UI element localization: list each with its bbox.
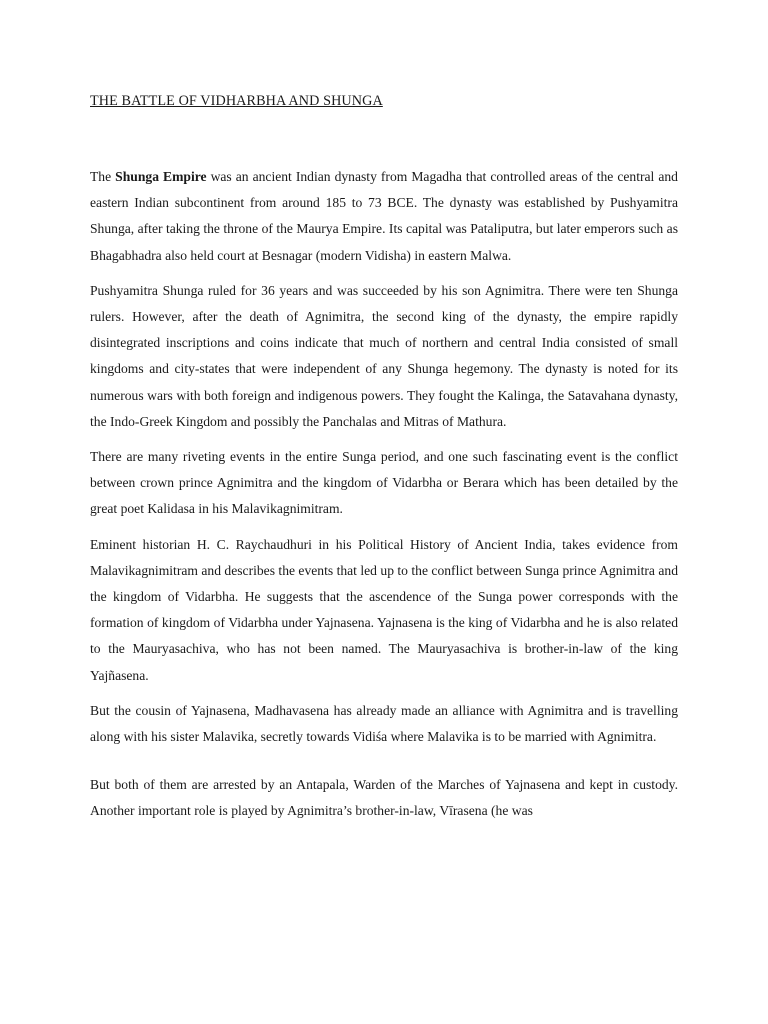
paragraph-1-text: was an ancient Indian dynasty from Magadha that controlled areas of the central and eastern Indian subcontinent from around 185 to 73 BCE. The dynasty was established by Pushyamitra Shunga, after taking the throne of the Maurya Empire. Its capital was Pataliputra, but later emperors such as Bhagabhadra also held court at Besnagar (modern Vidisha) in eastern Malwa.	[90, 169, 678, 263]
document-body	[90, 164, 678, 834]
paragraph-1-lead: The	[90, 169, 116, 184]
paragraph-1-bold-term: Shunga Empire	[115, 169, 207, 184]
paragraph-1	[90, 164, 678, 269]
paragraph-6: But both of them are arrested by an Antapala, Warden of the Marches of Yajnasena and kept in custody. Another important role is played by Agnimitra’s brother-in-law, Vīrasena (he was	[90, 777, 678, 819]
paragraph-4: Eminent historian H. C. Raychaudhuri in his Political History of Ancient India, takes evidence from Malavikagnimitram and describes the events that led up to the conflict between Sunga prince Agnimitra and the kingdom of Vidarbha. He suggests that the ascendence of the Sunga power corresponds with the formation of kingdom of Vidarbha under Yajnasena. Yajnasena is the king of Vidarbha and he is also related to the Mauryasachiva, who has not been named. The Mauryasachiva is brother-in-law of the king Yajñasena.	[90, 536, 678, 683]
document-title: THE BATTLE OF VIDHARBHA AND SHUNGA	[90, 93, 383, 109]
paragraph-3: There are many riveting events in the entire Sunga period, and one such fascinating event is the conflict between crown prince Agnimitra and the kingdom of Vidarbha or Berara which has been detailed by the great poet Kalidasa in his Malavikagnimitram.	[90, 449, 678, 517]
paragraph-5: But the cousin of Yajnasena, Madhavasena has already made an alliance with Agnimitra and is travelling along with his sister Malavika, secretly towards Vidiśa where Malavika is to be married with Agnimitra.	[90, 702, 678, 745]
paragraph-2: Pushyamitra Shunga ruled for 36 years and was succeeded by his son Agnimitra. There were ten Shunga rulers. However, after the death of Agnimitra, the second king of the dynasty, the empire rapidly disintegrated inscriptions and coins indicate that much of northern and central India consisted of small kingdoms and city-states that were independent of any Shunga hegemony. The dynasty is noted for its numerous wars with both foreign and indigenous powers. They fought the Kalinga, the Satavahana dynasty, the Indo-Greek Kingdom and possibly the Panchalas and Mitras of Mathura.	[90, 282, 678, 429]
